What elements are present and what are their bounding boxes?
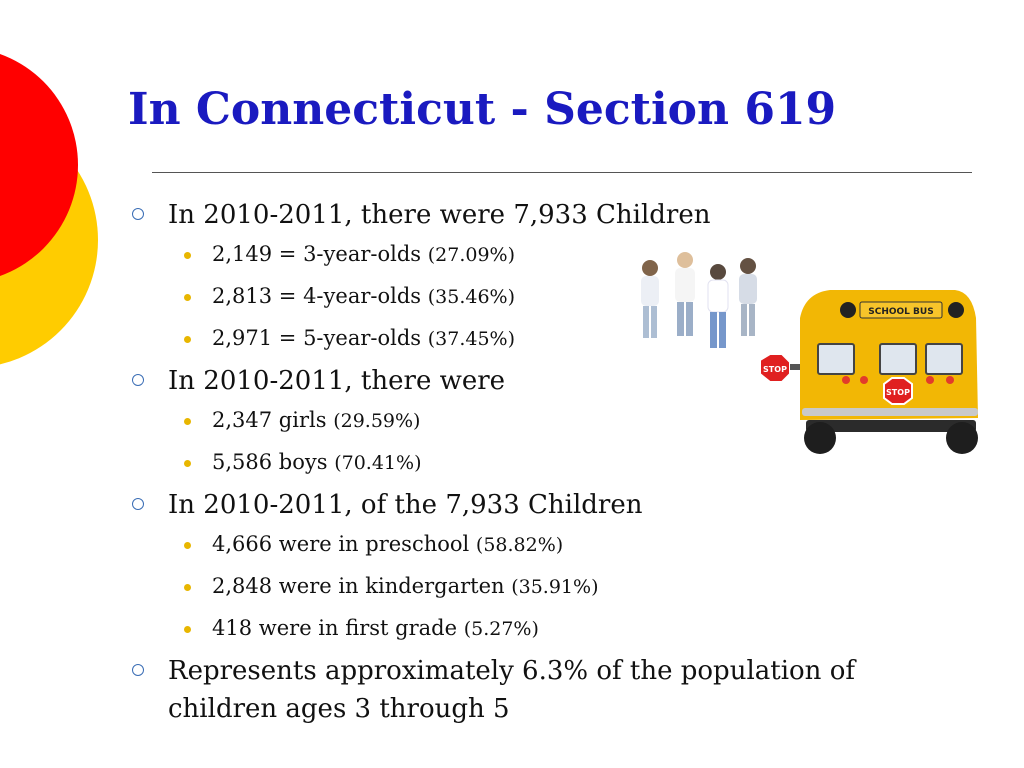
dot-bullet-icon: [184, 584, 191, 591]
sub-bullet-text: 4,666 were in preschool: [212, 532, 470, 556]
kids-and-school-bus-photo: [620, 248, 980, 458]
ring-bullet-icon: [132, 374, 144, 386]
ring-bullet-icon: [132, 208, 144, 220]
sub-bullet-percent: (37.45%): [427, 328, 516, 350]
section-text: Represents approximately 6.3% of the population of children ages 3 through 5: [168, 656, 855, 724]
dot-bullet-icon: [184, 418, 191, 425]
sub-bullet-text: 2,971 = 5-year-olds: [212, 326, 422, 350]
sub-bullet-text: 2,347 girls: [212, 408, 327, 432]
section-bullet: [128, 652, 968, 728]
svg-text:STOP: STOP: [886, 388, 910, 397]
title-divider: [152, 172, 972, 173]
dot-bullet-icon: [184, 336, 191, 343]
section-bullet: [128, 196, 968, 234]
sub-bullet-percent: (5.27%): [463, 618, 539, 640]
svg-text:STOP: STOP: [763, 365, 787, 374]
sub-bullet-text: 2,848 were in kindergarten: [212, 574, 505, 598]
section-text: In 2010-2011, there were 7,933 Children: [168, 200, 711, 230]
dot-bullet-icon: [184, 460, 191, 467]
section-bullet: [128, 486, 968, 524]
sub-bullet: [128, 524, 968, 566]
sub-bullet-percent: (29.59%): [333, 410, 421, 432]
ring-bullet-icon: [132, 664, 144, 676]
dot-bullet-icon: [184, 542, 191, 549]
sub-bullet-text: 5,586 boys: [212, 450, 328, 474]
stop-sign-arm: [760, 354, 806, 382]
slide-title: In Connecticut - Section 619: [128, 84, 837, 135]
dot-bullet-icon: [184, 626, 191, 633]
dot-bullet-icon: [184, 252, 191, 259]
section-text: In 2010-2011, there were: [168, 366, 506, 396]
sub-bullet-percent: (35.91%): [511, 576, 599, 598]
sub-bullet: [128, 566, 968, 608]
decorative-circles: [0, 0, 110, 420]
sub-bullet-percent: (27.09%): [427, 244, 516, 266]
sub-bullet-text: 2,149 = 3-year-olds: [212, 242, 422, 266]
sub-bullet-percent: (35.46%): [427, 286, 516, 308]
svg-text:SCHOOL BUS: SCHOOL BUS: [868, 307, 934, 317]
ring-bullet-icon: [132, 498, 144, 510]
school-bus: [800, 290, 978, 454]
sub-bullet-text: 418 were in first grade: [212, 616, 458, 640]
section-text: In 2010-2011, of the 7,933 Children: [168, 490, 643, 520]
dot-bullet-icon: [184, 294, 191, 301]
sub-bullet-percent: (58.82%): [475, 534, 564, 556]
sub-bullet-percent: (70.41%): [334, 452, 422, 474]
children-figures: [641, 252, 757, 348]
sub-bullet: [128, 608, 968, 650]
sub-bullet-text: 2,813 = 4-year-olds: [212, 284, 422, 308]
